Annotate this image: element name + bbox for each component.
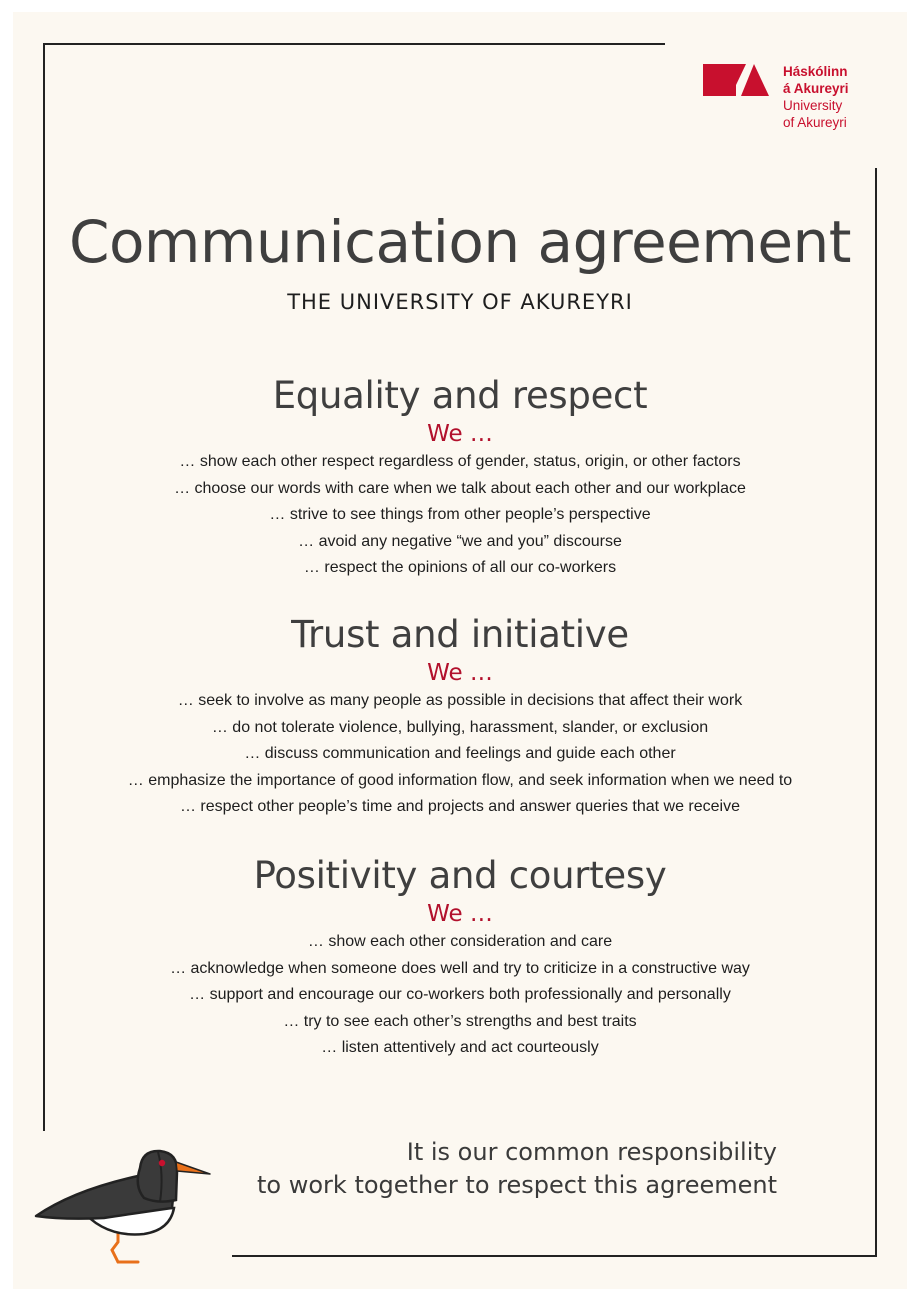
frame-bottom-line [232,1255,877,1257]
commitment-list [0,929,920,1062]
closing-line-2: to work together to respect this agreement [257,1171,777,1199]
logo-line-3: University [783,98,843,113]
section-positivity [0,853,920,1062]
list-item: … acknowledge when someone does well and try to criticize in a constructive way [170,959,750,977]
we-label: We … [427,421,493,447]
logo-line-1: Háskólinn [783,64,848,79]
we-label: We … [427,901,493,927]
list-item: … try to see each other’s strengths and best traits [283,1012,637,1030]
section-heading: Positivity and courtesy [253,854,667,897]
list-item: … discuss communication and feelings and guide each other [244,745,676,763]
list-item: … seek to involve as many people as possible in decisions that affect their work [177,692,743,709]
section-trust [0,612,920,821]
logo-line-2: á Akureyri [783,81,849,96]
we-label: We … [427,660,493,686]
list-item: … strive to see things from other people’s perspective [269,506,651,524]
list-item: … choose our words with care when we talk about each other and our workplace [174,479,746,497]
commitment-list [0,449,920,582]
list-item: … support and encourage our co-workers both professionally and personally [189,986,731,1004]
closing-statement [257,1136,777,1202]
section-heading: Equality and respect [272,374,648,417]
list-item: … emphasize the importance of good information flow, and seek information when we need to [127,771,793,789]
section-equality [0,373,920,582]
closing-line-1: It is our common responsibility [406,1138,777,1166]
logo-line-4: of Akureyri [783,115,847,130]
list-item: … respect the opinions of all our co-workers [303,559,617,577]
frame-top-line [43,43,665,45]
oystercatcher-bird-icon [34,1146,214,1271]
logo-wordmark [783,63,893,131]
list-item: … avoid any negative “we and you” discourse [298,532,622,550]
list-item: … respect other people’s time and projects and answer queries that we receive [179,798,740,816]
commitment-list [0,688,920,821]
logo-mark-icon [703,63,769,97]
list-item: … show each other consideration and care [307,933,613,950]
page-title: Communication agreement [68,208,852,276]
list-item: … do not tolerate violence, bullying, harassment, slander, or exclusion [211,718,709,736]
list-item: … listen attentively and act courteously [321,1039,599,1057]
section-heading: Trust and initiative [291,613,629,656]
page-subtitle: THE UNIVERSITY OF AKUREYRI [287,290,633,314]
list-item: … show each other respect regardless of gender, status, origin, or other factors [179,453,741,470]
